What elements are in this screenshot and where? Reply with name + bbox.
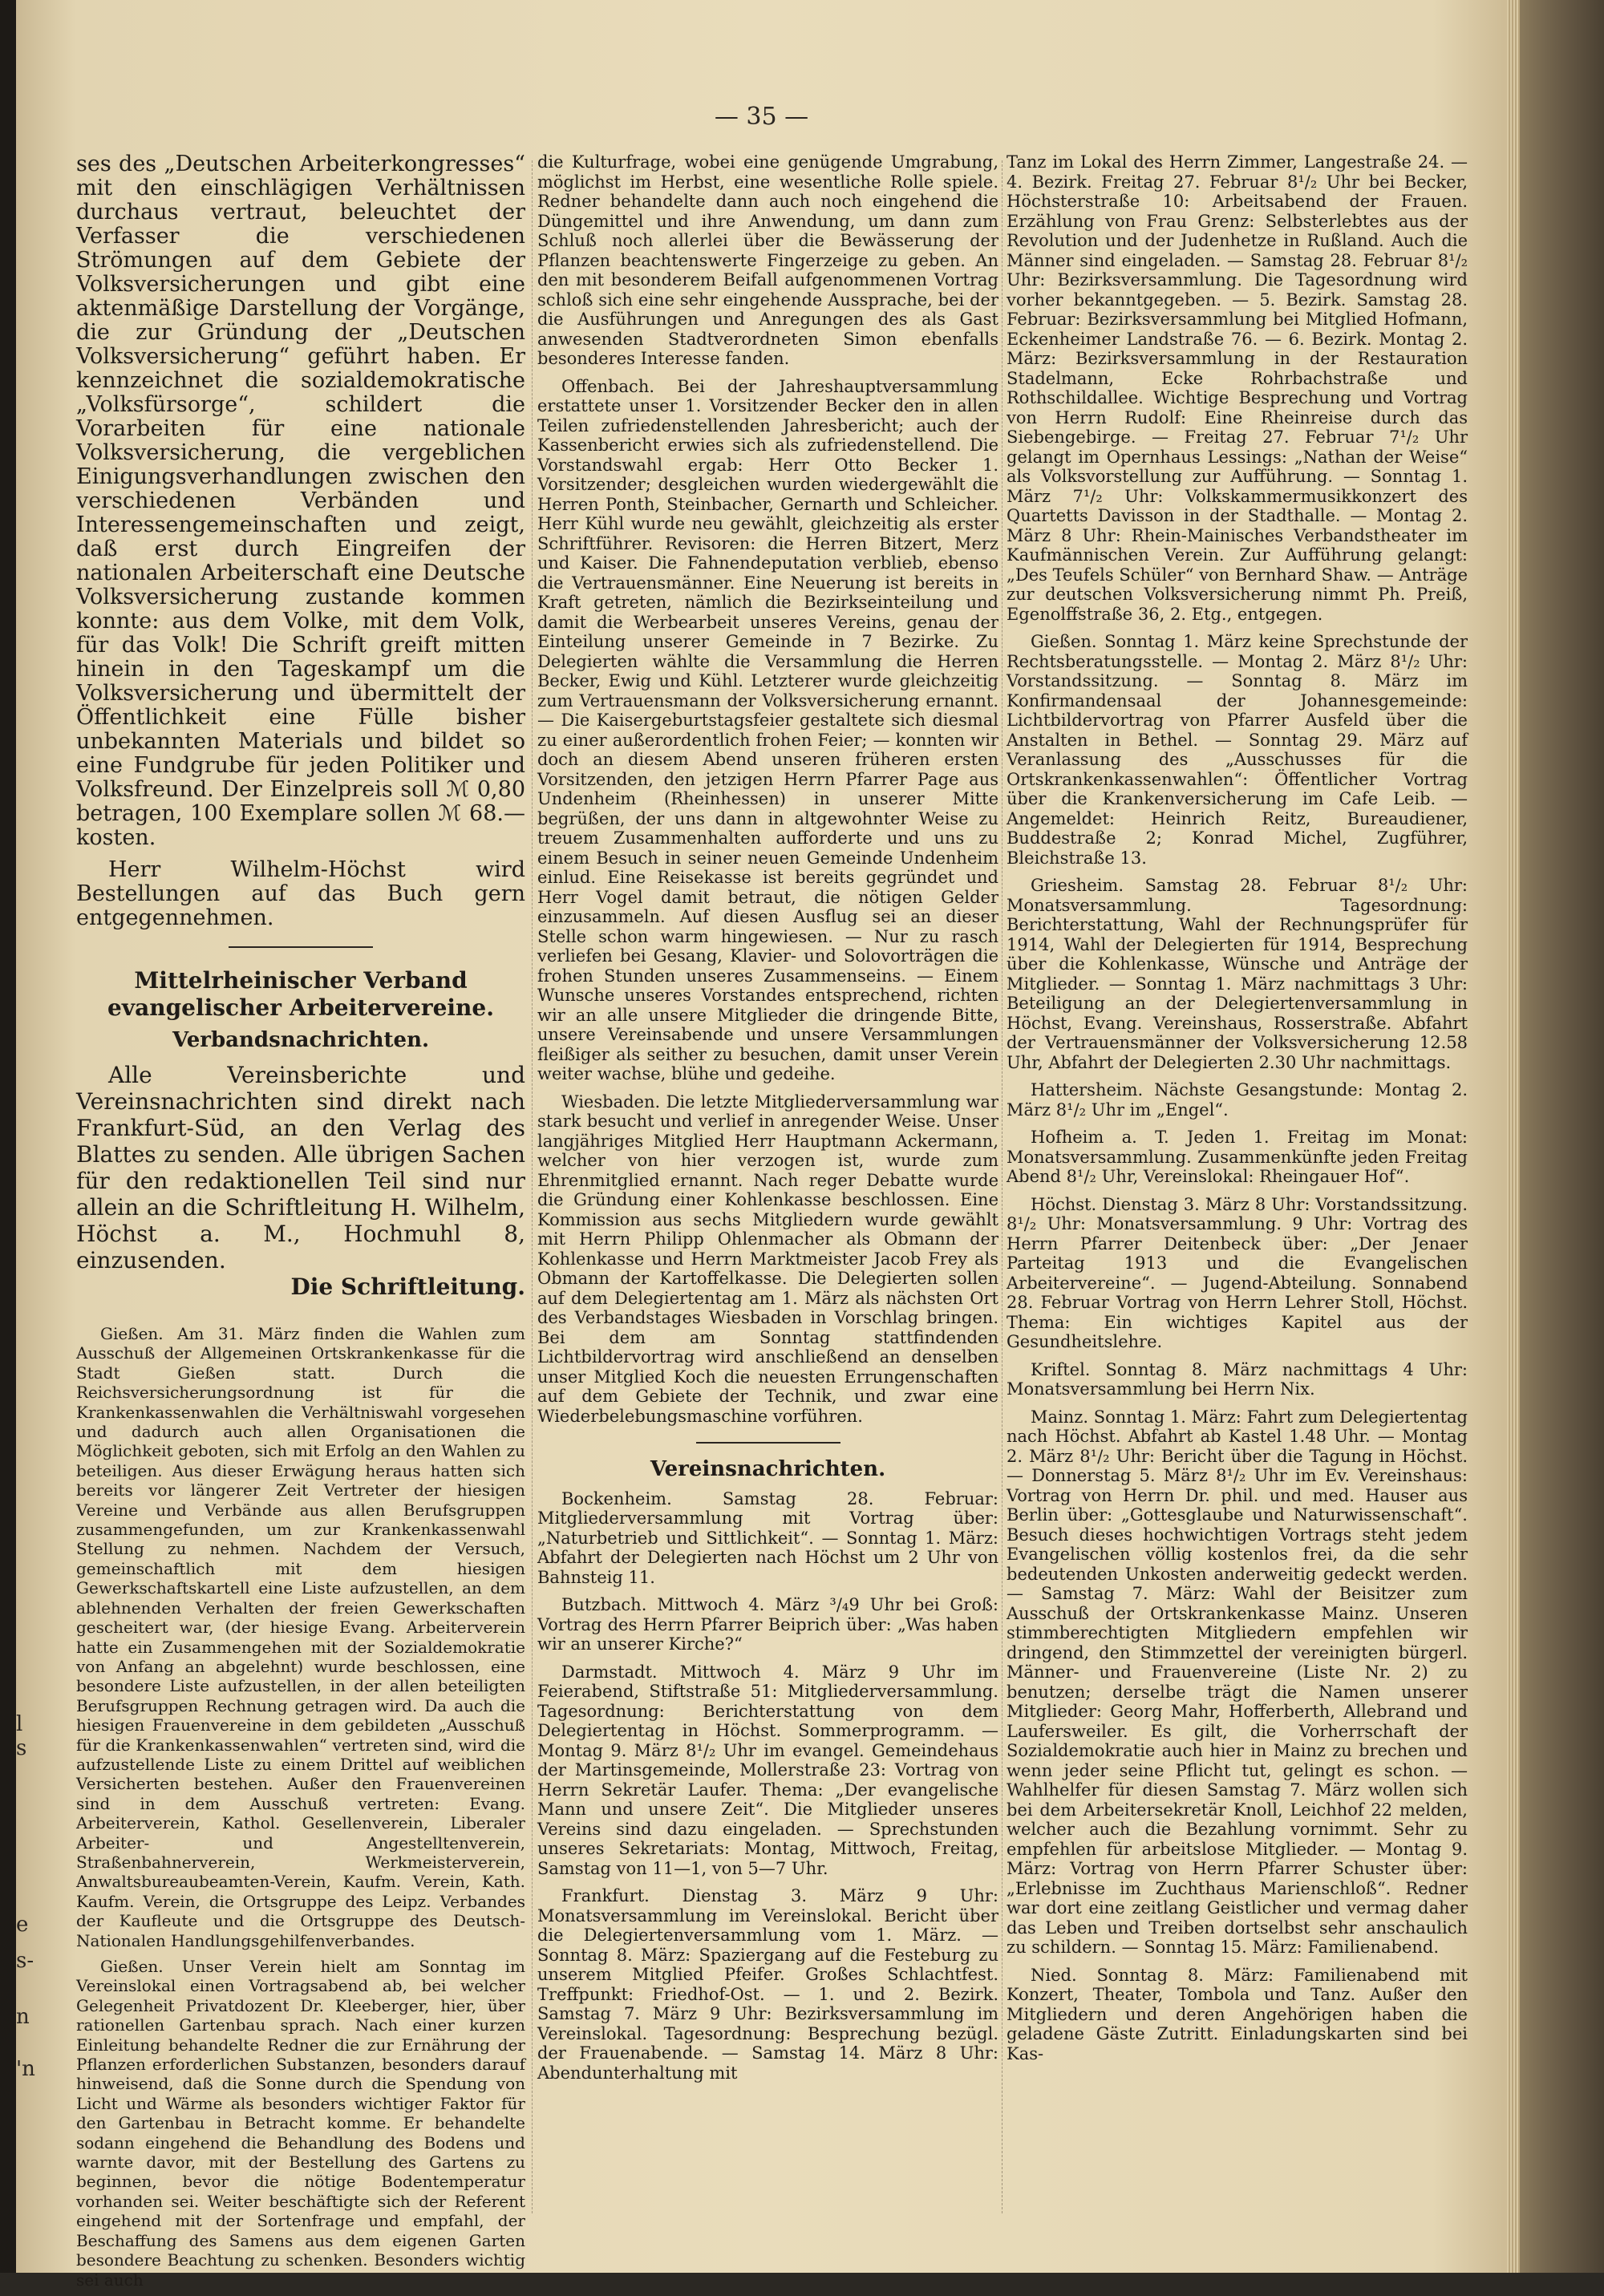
editorial-signature: Die Schriftleitung.	[290, 1274, 525, 1300]
margin-fragment: n	[16, 2005, 30, 2029]
page-edges	[1507, 0, 1520, 2273]
notice-butzbach: Butzbach. Mittwoch 4. März ³/₄9 Uhr bei Groß: Vortrag des Herrn Pfarrer Beiprich über: „Was haben wir an unserer Kirche?“	[537, 1595, 998, 1654]
editorial-notice: Alle Vereinsberichte und Vereinsnachrichten sind direkt nach Frankfurt-Süd, an den Verlag des Blattes zu senden. Alle übrigen Sachen für den redaktionellen Teil sind nur allein an die Schriftleitung H. Wilhelm, Höchst a. M., Hochmuhl 8, einzusenden.	[76, 1062, 525, 1274]
divider	[229, 946, 373, 948]
notice-darmstadt: Darmstadt. Mittwoch 4. März 9 Uhr im Feierabend, Stiftstraße 51: Mitgliederversammlung. Tagesordnung: Berichterstattung von dem Delegiertentag in Höchst. Sommerprogramm. — Montag 9. März 8¹/₂ Uhr im evangel. Gemeindehaus der Martinsgemeinde, Mollerstraße 23: Vortrag von Herrn Sekretär Laufer. Thema: „Der evangelische Mann und unsere Zeit“. Die Mitglieder unseres Vereins sind dazu eingeladen. — Sprechstunden unseres Sekretariats: Montag, Mittwoch, Freitag, Samstag von 11—1, von 5—7 Uhr.	[537, 1662, 998, 1878]
notice-giessen: Gießen. Sonntag 1. März keine Sprechstunde der Rechtsberatungsstelle. — Montag 2. März 8¹/₂ Uhr: Vorstandssitzung. — Sonntag 8. März im Konfirmandensaal der Johannesgemeinde: Lichtbildervortrag von Pfarrer Ausfeld über die Anstalten in Bethel. — Sonntag 29. März auf Veranlassung des „Ausschusses für die Ortskrankenkassenwahlen“: Öffentlicher Vortrag über die Krankenversicherung im Cafe Leib. — Angemeldet: Heinrich Reitz, Bureaudiener, Buddestraße 2; Konrad Michel, Zugführer, Bleichstraße 13.	[1007, 632, 1468, 868]
section-heading: Verbandsnachrichten.	[172, 1028, 430, 1052]
notice-mainz: Mainz. Sonntag 1. März: Fahrt zum Delegiertentag nach Höchst. Abfahrt ab Kastel 1.48 Uhr. — Montag 2. März 8¹/₂ Uhr: Bericht über die Tagung in Höchst. — Donnerstag 5. März 8¹/₂ Uhr im Ev. Vereinshaus: Vortrag von Herrn Dr. phil. und med. Hauser aus Berlin über: „Gottesglaube und Naturwissenschaft“. Besuch dieses hochwichtigen Vortrags steht jedem Evangelischen völlig kostenlos frei, da die sehr bedeutenden Unkosten anderweitig gedeckt werden. — Samstag 7. März: Wahl der Beisitzer zum Ausschuß der Ortskrankenkasse Mainz. Unseren stimmberechtigten Mitgliedern empfehlen wir dringend, den Stimmzettel der vereinigten bürgerl. Männer- und Frauenvereine (Liste Nr. 2) zu benutzen; derselbe trägt die Namen unserer Mitglieder: Georg Mahr, Hofferberth, Allebrand und Laufersweiler. Es gilt, die Vorherrschaft der Sozialdemokratie auch hier in Mainz zu brechen und wenn jeder seine Pflicht tut, gelingt es schon. — Wahlhelfer für diesen Samstag 7. März wollen sich bei dem Arbeitersekretär Knoll, Leichhof 22 melden, welcher auch die Bezahlung vornimmt. Sehr zu empfehlen für arbeitslose Mitglieder. — Montag 9. März: Vortrag von Herrn Pfarrer Schuster über: „Erlebnisse im Zuchthaus Marienschloß“. Redner war dort eine zeitlang Geistlicher und vermag daher das Leben und Treiben dortselbst sehr anschaulich zu schildern. — Sonntag 15. März: Familienabend.	[1007, 1407, 1468, 1957]
report-offenbach: Offenbach. Bei der Jahreshauptversammlung erstattete unser 1. Vorsitzender Becker den in allen Teilen zufriedenstellenden Jahresbericht; auch der Kassenbericht erwies sich als zufriedenstellend. Die Vorstandswahl ergab: Herr Otto Becker 1. Vorsitzender; desgleichen wurden wiedergewählt die Herren Ponth, Steinbacher, Gernarth und Schleicher. Herr Kühl wurde neu gewählt, gleichzeitig als erster Schriftführer. Revisoren: die Herren Bitzert, Merz und Kaiser. Die Fahnendeputation verblieb, ebenso die Vertrauensmänner. Eine Neuerung ist bereits in Kraft getreten, nämlich die Bezirkseinteilung und damit die Werbearbeit unseres Vereins, genau der Einteilung unserer Gemeinde in 7 Bezirke. Zu Delegierten wählte die Versammlung die Herren Becker, Ewig und Kühl. Letzterer wurde gleichzeitig zum Vertrauensmann der Volksversicherung ernannt. — Die Kaisergeburtstagsfeier gestaltete sich diesmal zu einer außerordentlich frohen Feier; — konnten wir doch an diesem Abend unseren früheren ersten Vorsitzenden, den jetzigen Herrn Pfarrer Page aus Undenheim (Rheinhessen) in unserer Mitte begrüßen, der uns dann in altgewohnter Weise zu treuem Zusammenhalten aufforderte und uns zu einem Besuch in seiner neuen Gemeinde Undenheim einlud. Eine Reisekasse ist bereits gegründet und Herr Vogel damit betraut, die nötigen Gelder einzusammeln. Auf diesen Ausflug sei an dieser Stelle schon warm hingewiesen. — Nur zu rasch verliefen bei Gesang, Klavier- und Solovorträgen die frohen Stunden unseres Zusammenseins. — Einem Wunsche unseres Vorstandes entsprechend, richten wir an alle unsere Mitglieder die dringende Bitte, unsere Vereinsabende und unsere Versammlungen fleißiger als seither zu besuchen, damit unser Verein weiter wachse, blühe und gedeihe.	[537, 376, 998, 1083]
report-giessen-2: Gießen. Unser Verein hielt am Sonntag im Vereinslokal einen Vortragsabend ab, bei welcher Gelegenheit Privatdozent Dr. Kleeberger, hier, über rationellen Gartenbau sprach. Nach einer kurzen Einleitung behandelte Redner die zur Ernährung der Pflanzen erforderlichen Substanzen, besonders darauf hinweisend, daß die Sonne durch die Spendung von Licht und Wärme als besonders wichtiger Faktor für den Gartenbau in Betracht komme. Er behandelte sodann eingehend die Behandlung des Bodens und warnte davor, mit der Bestellung des Gartens zu beginnen, bevor die nötige Bodentemperatur vorhanden sei. Weiter beschäftigte sich der Referent eingehend mit der Sortenfrage und empfahl, der Beschaffung des Samens aus dem eigenen Garten besondere Beachtung zu schenken. Besonders wichtig sei auch	[76, 1957, 525, 2290]
column-divider	[1002, 160, 1003, 2213]
book-review-paragraph: ses des „Deutschen Arbeiterkongresses“ mit den einschlägigen Verhältnissen durchaus vertraut, beleuchtet der Verfasser die verschiedenen Strömungen auf dem Gebiete der Volksversicherungen und gibt eine aktenmäßige Darstellung der Vorgänge, die zur Gründung der „Deutschen Volksversicherung“ geführt haben. Er kennzeichnet die sozialdemokratische „Volksfürsorge“, schildert die Vorarbeiten für eine nationale Volksversicherung, die vergeblichen Einigungsverhandlungen zwischen den verschiedenen Verbänden und Interessengemeinschaften und zeigt, daß erst durch Eingreifen der nationalen Arbeiterschaft eine Deutsche Volksversicherung zustande kommen konnte: aus dem Volke, mit dem Volk, für das Volk! Die Schrift greift mitten hinein in den Tageskampf um die Volksversicherung und übermittelt der Öffentlichkeit eine Fülle bisher unbekannten Materials und bildet so eine Fundgrube für jeden Politiker und Volksfreund. Der Einzelpreis soll ℳ 0,80 betragen, 100 Exemplare sollen ℳ 68.— kosten.	[76, 152, 525, 850]
report-wiesbaden: Wiesbaden. Die letzte Mitgliederversammlung war stark besucht und verlief in anregender Weise. Unser langjähriges Mitglied Herr Hauptmann Ackermann, welcher von hier verzogen ist, wurde zum Ehrenmitglied ernannt. Nach reger Debatte wurde die Gründung einer Kohlenkasse beschlossen. Eine Kommission aus sechs Mitgliedern wurde gewählt mit Herrn Philipp Ohlenmacher als Obmann der Kohlenkasse und Herrn Marktmeister Jacob Frey als Obmann der Kartoffelkasse. Die Delegierten sollen auf dem Delegiertentag am 1. März als nächsten Ort des Verbandstages Wiesbaden in Vorschlag bringen. Bei dem am Sonntag stattfindenden Lichtbildervortrag wird anschließend an denselben unser Mitglied Koch die neuesten Errungenschaften auf dem Gebiete der Technik, und zwar eine Wiederbelebungsmaschine vorführen.	[537, 1091, 998, 1426]
section-heading: Vereinsnachrichten.	[650, 1457, 886, 1481]
column-1	[76, 152, 525, 2296]
column-1-reports	[76, 1324, 525, 2290]
column-3	[1007, 152, 1468, 2071]
notice-hoechst: Höchst. Dienstag 3. März 8 Uhr: Vorstandssitzung. 8¹/₂ Uhr: Monatsversammlung. 9 Uhr: Vortrag des Herrn Pfarrer Deitenbeck über: „Der Jenaer Parteitag 1913 und die Evangelischen Arbeitervereine“. — Jugend-Abteilung. Sonnabend 28. Februar Vortrag von Herrn Lehrer Stoll, Höchst. Thema: Ein wichtiges Kapitel aus der Gesundheitslehre.	[1007, 1194, 1468, 1351]
notice-frankfurt: Frankfurt. Dienstag 3. März 9 Uhr: Monatsversammlung im Vereinslokal. Bericht über die Delegiertenversammlung vom 1. März. — Sonntag 8. März: Spaziergang auf die Festeburg zu unserem Mitglied Pfeifer. Großes Schlachtfest. Treffpunkt: Friedhof-Ost. — 1. und 2. Bezirk. Samstag 7. März 9 Uhr: Bezirksversammlung im Vereinslokal. Tagesordnung: Besprechung bezügl. der Frauenabende. — Samstag 14. März 8 Uhr: Abendunterhaltung mit	[537, 1886, 998, 2083]
report-giessen-continued: die Kulturfrage, wobei eine genügende Umgrabung, möglichst im Herbst, eine wesentliche Rolle spiele. Redner behandelte dann auch noch eingehend die Düngemittel und ihre Anwendung, um dann zum Schluß noch allerlei über die Bewässerung der Pflanzen beachtenswerte Fingerzeige zu geben. An den mit besonderem Beifall aufgenommenen Vortrag schloß sich eine sehr eingehende Aussprache, bei der die Ausführungen und Anregungen des als Gast anwesenden Stadtverordneten Simon ebenfalls besonderes Interesse fanden.	[537, 152, 998, 368]
association-heading: Mittelrheinischer Verband evangelischer Arbeitervereine.	[107, 967, 494, 1021]
margin-fragment: l	[16, 1712, 23, 1736]
margin-fragment: s-	[16, 1949, 34, 1973]
newspaper-page	[16, 0, 1507, 2290]
order-paragraph: Herr Wilhelm-Höchst wird Bestellungen auf das Buch gern entgegennehmen.	[76, 857, 525, 930]
report-giessen-1: Gießen. Am 31. März finden die Wahlen zum Ausschuß der Allgemeinen Ortskrankenkasse für die Stadt Gießen statt. Durch die Reichsversicherungsordnung ist für die Krankenkassenwahlen die Verhältniswahl vorgesehen und dadurch auch allen Organisationen die Möglichkeit geboten, sich mit Erfolg an den Wahlen zu beteiligen. Aus dieser Erwägung heraus hatten sich bereits vor längerer Zeit Vertreter der hiesigen Vereine und Verbände aus allen Berufsgruppen zusammengefunden, um zur Krankenkassenwahl Stellung zu nehmen. Nachdem der Versuch, gemeinschaftlich mit dem hiesigen Gewerkschaftskartell eine Liste aufzustellen, an dem ablehnenden Verhalten der freien Gewerkschaften gescheitert war, (der hiesige Evang. Arbeiterverein hatte ein Zusammengehen mit der Sozialdemokratie von Anfang an abgelehnt) wurde beschlossen, eine besondere Liste aufzustellen, in der allen beteiligten Berufsgruppen Rechnung getragen wird. Da auch die hiesigen Frauenvereine in dem gebildeten „Ausschuß für die Krankenkassenwahlen“ vertreten sind, wird die aufzustellende Liste zu einem Drittel auf weiblichen Versicherten bestehen. Außer den Frauenvereinen sind in dem Ausschuß vertreten: Evang. Arbeiterverein, Kathol. Gesellenverein, Liberaler Arbeiter- und Angestelltenverein, Straßenbahnerverein, Werkmeisterverein, Anwaltsbureaubeamten-Verein, Kaufm. Verein, Kath. Kaufm. Verein, die Ortsgruppe des Leipz. Verbandes der Kaufleute und die Ortsgruppe des Deutsch-Nationalen Handlungsgehilfenverbandes.	[76, 1324, 525, 1950]
notice-griesheim: Griesheim. Samstag 28. Februar 8¹/₂ Uhr: Monatsversammlung. Tagesordnung: Berichterstattung, Wahl der Rechnungsprüfer für 1914, Wahl der Delegierten für 1914, Besprechung über die Kohlenkasse, Wünsche und Anträge der Mitglieder. — Sonntag 1. März nachmittags 3 Uhr: Beteiligung an der Delegiertenversammlung in Höchst, Evang. Vereinshaus, Rosserstraße. Abfahrt der Vertrauensmänner der Volksversicherung 12.58 Uhr, Abfahrt der Delegierten 2.30 Uhr nachmittags.	[1007, 876, 1468, 1072]
page-number: — 35 —	[714, 103, 809, 131]
notice-frankfurt-continued: Tanz im Lokal des Herrn Zimmer, Langestraße 24. — 4. Bezirk. Freitag 27. Februar 8¹/₂ Uhr bei Becker, Höchsterstraße 10: Arbeitsabend der Frauen. Erzählung von Frau Grenz: Selbsterlebtes aus der Revolution und der Judenhetze in Rußland. Auch die Männer sind eingeladen. — Samstag 28. Februar 8¹/₂ Uhr: Bezirksversammlung. Die Tagesordnung wird vorher bekanntgegeben. — 5. Bezirk. Samstag 28. Februar: Bezirksversammlung bei Mitglied Hofmann, Eckenheimer Landstraße 76. — 6. Bezirk. Montag 2. März: Bezirksversammlung in der Restauration Stadelmann, Ecke Rohrbachstraße und Rothschildallee. Wichtige Besprechung und Vortrag von Herrn Rudolf: Eine Rheinreise durch das Siebengebirge. — Freitag 27. Februar 7¹/₂ Uhr gelangt im Opernhaus Lessings: „Nathan der Weise“ als Volksvorstellung zur Aufführung. — Sonntag 1. März 7¹/₂ Uhr: Volkskammermusikkonzert des Quartetts Davisson in der Stadthalle. — Montag 2. März 8 Uhr: Rhein-Mainisches Verbandstheater im Kaufmännischen Verein. Zur Aufführung gelangt: „Des Teufels Schüler“ von Bernhard Shaw. — Anträge zur deutschen Volksversicherung nimmt Ph. Preiß, Egenolffstraße 36, 2. Etg., entgegen.	[1007, 152, 1468, 624]
notice-hattersheim: Hattersheim. Nächste Gesangstunde: Montag 2. März 8¹/₂ Uhr im „Engel“.	[1007, 1080, 1468, 1120]
notice-kriftel: Kriftel. Sonntag 8. März nachmittags 4 Uhr: Monatsversammlung bei Herrn Nix.	[1007, 1359, 1468, 1399]
column-2	[537, 152, 998, 2091]
margin-fragment: 'n	[16, 2057, 35, 2081]
margin-fragment: e	[16, 1913, 29, 1937]
notice-nied: Nied. Sonntag 8. März: Familienabend mit Konzert, Theater, Tombola und Tanz. Außer den Mitgliedern und deren Angehörigen haben die geladene Gäste Zutritt. Einladungskarten sind bei Kas-	[1007, 1965, 1468, 2063]
book-binding-left	[0, 0, 16, 2273]
column-divider	[532, 160, 533, 2213]
margin-fragment: s	[16, 1736, 27, 1760]
divider	[696, 1442, 840, 1444]
notice-hofheim: Hofheim a. T. Jeden 1. Freitag im Monat: Monatsversammlung. Zusammenkünfte jeden Freitag Abend 8¹/₂ Uhr, Vereinslokal: Rheingauer Hof“.	[1007, 1128, 1468, 1186]
book-spine-right	[1520, 0, 1604, 2273]
notice-bockenheim: Bockenheim. Samstag 28. Februar: Mitgliederversammlung mit Vortrag über: „Naturbetrieb und Sittlichkeit“. — Sonntag 1. März: Abfahrt der Delegierten nach Höchst um 2 Uhr von Bahnsteig 11.	[537, 1488, 998, 1587]
